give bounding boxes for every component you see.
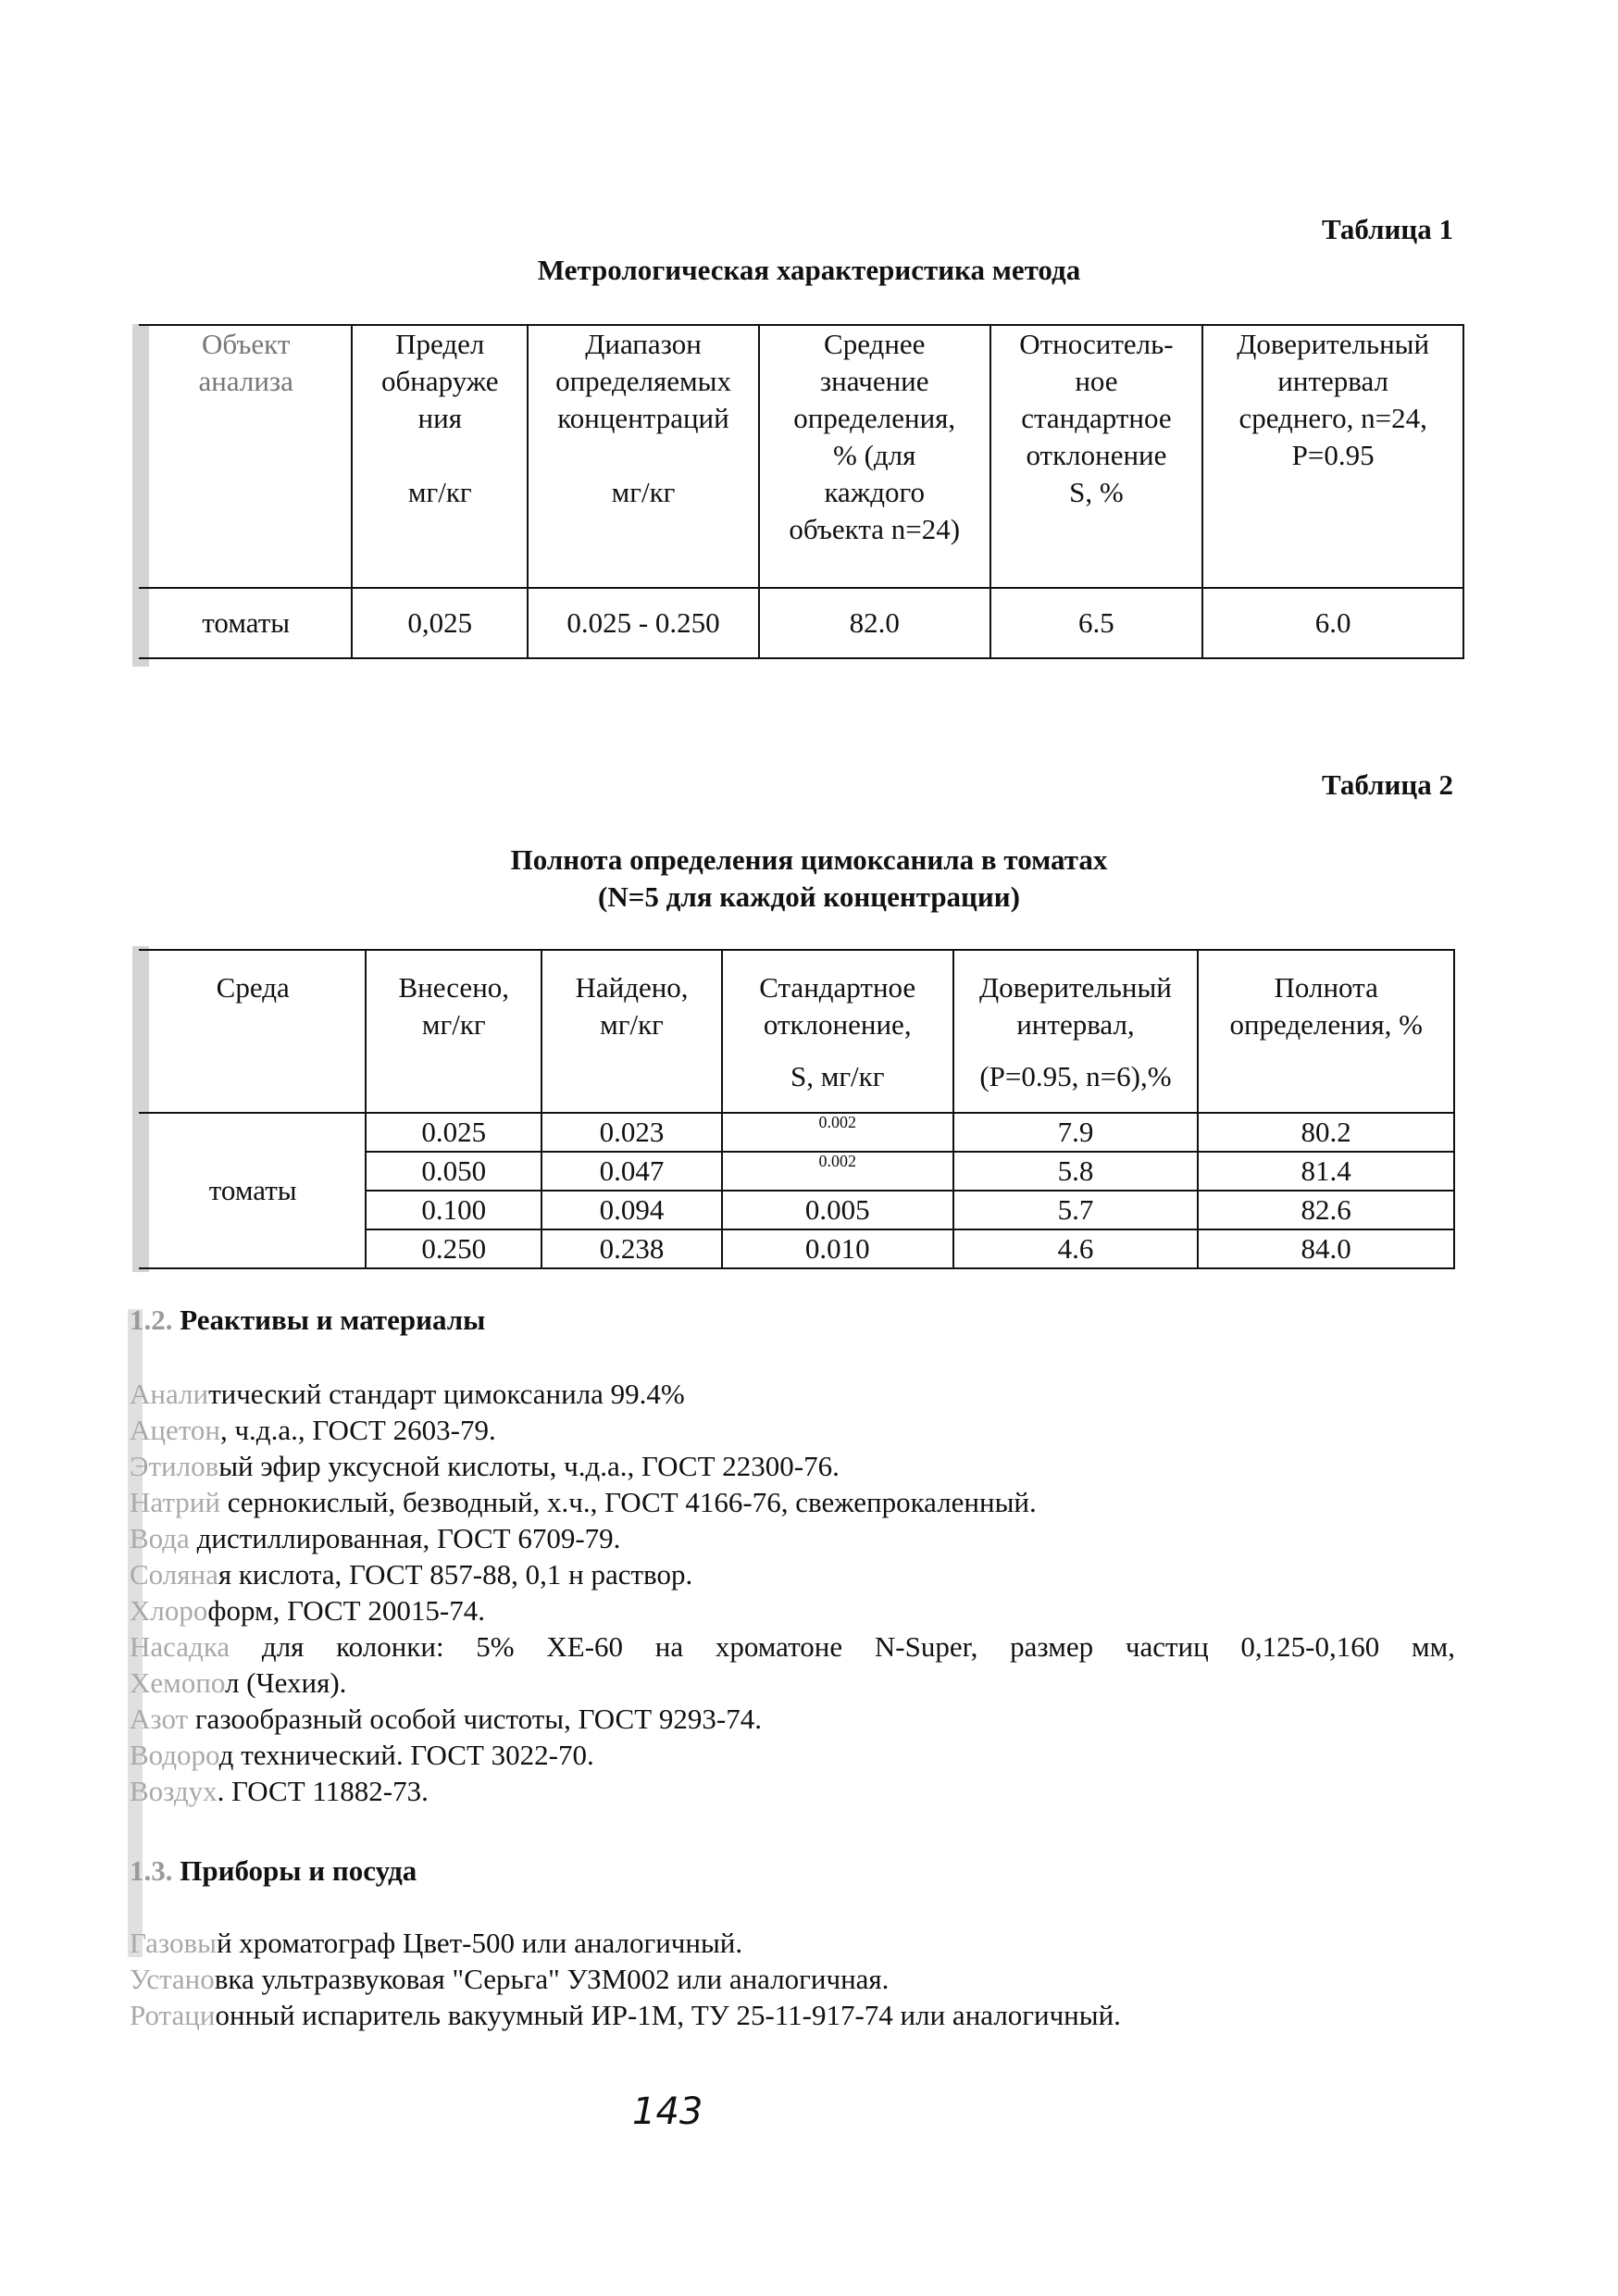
table1-header-detection-limit: Предел обнаруже ния мг/кг (352, 325, 528, 588)
list-item: Установка ультразвуковая "Серьга" УЗМ002 или аналогичная. (130, 1963, 890, 1995)
table2-cell-added: 0.050 (366, 1152, 541, 1191)
table2-cell-sd: 0.002 (722, 1113, 953, 1152)
section-heading-instruments: 1.3. Приборы и посуда (130, 1854, 417, 1887)
list-item: Насадка для колонки: 5% XE-60 на хроматоне N-Super, размер частиц 0,125-0,160 мм, (130, 1630, 1455, 1663)
table1-title: Метрологическая характеристика метода (537, 254, 1081, 286)
table1-label: Таблица 1 (1322, 213, 1453, 245)
table2-header-sd: Стандартное отклонение, S, мг/кг (722, 950, 953, 1113)
list-item: Ацетон, ч.д.а., ГОСТ 2603-79. (130, 1414, 496, 1446)
table2-cell-recovery: 84.0 (1198, 1229, 1454, 1268)
table2-cell-sd: 0.002 (722, 1152, 953, 1191)
table1-cell-range: 0.025 - 0.250 (528, 588, 759, 658)
table2-header-recovery: Полнота определения, % (1198, 950, 1454, 1113)
table2-header-medium: Среда (140, 950, 366, 1113)
list-item: Хлороформ, ГОСТ 20015-74. (130, 1594, 485, 1627)
table1-data-row (140, 588, 1463, 658)
list-item: Вода дистиллированная, ГОСТ 6709-79. (130, 1522, 621, 1554)
table1-cell-mean: 82.0 (759, 588, 990, 658)
table1-header-row (140, 325, 1463, 588)
table2-title-line1: Полнота определения цимоксанила в томатах (510, 843, 1108, 876)
table2-cell-added: 0.025 (366, 1113, 541, 1152)
table1-cell-rsd: 6.5 (990, 588, 1203, 658)
table2 (139, 949, 1455, 1269)
table1 (139, 324, 1464, 659)
table1-header-rsd: Относитель- ное стандартное отклонение S, % (990, 325, 1203, 588)
table1-header-range: Диапазон определяемых концентраций мг/кг (528, 325, 759, 588)
list-item: Водород технический. ГОСТ 3022-70. (130, 1739, 594, 1771)
table2-cell-added: 0.250 (366, 1229, 541, 1268)
list-item: Газовый хроматограф Цвет-500 или аналогичный. (130, 1927, 743, 1959)
table2-cell-recovery: 80.2 (1198, 1113, 1454, 1152)
list-item: Натрий сернокислый, безводный, х.ч., ГОСТ 4166-76, свежепрокаленный. (130, 1486, 1037, 1518)
table2-header-found: Найдено, мг/кг (541, 950, 722, 1113)
table2-cell-found: 0.238 (541, 1229, 722, 1268)
list-item: Ротационный испаритель вакуумный ИР-1М, ТУ 25-11-917-74 или аналогичный. (130, 1999, 1121, 2031)
table2-cell-recovery: 81.4 (1198, 1152, 1454, 1191)
table2-cell-confidence: 5.7 (953, 1191, 1199, 1229)
list-item: Воздух. ГОСТ 11882-73. (130, 1775, 429, 1807)
table2-header-confidence: Доверительный интервал, (P=0.95, n=6),% (953, 950, 1199, 1113)
table1-cell-object: томаты (140, 588, 352, 658)
page-number: 143 (632, 2090, 703, 2133)
table2-cell-sd: 0.005 (722, 1191, 953, 1229)
table2-cell-medium: томаты (140, 1113, 366, 1268)
list-item: Соляная кислота, ГОСТ 857-88, 0,1 н раствор. (130, 1558, 693, 1591)
table2-cell-confidence: 7.9 (953, 1113, 1199, 1152)
table2-header-added: Внесено, мг/кг (366, 950, 541, 1113)
list-item: Этиловый эфир уксусной кислоты, ч.д.а., ГОСТ 22300-76. (130, 1450, 840, 1482)
table1-cell-confidence: 6.0 (1202, 588, 1463, 658)
table2-cell-found: 0.047 (541, 1152, 722, 1191)
table2-cell-confidence: 4.6 (953, 1229, 1199, 1268)
table-row (140, 1113, 1454, 1152)
table2-cell-confidence: 5.8 (953, 1152, 1199, 1191)
table1-header-object: Объект анализа (140, 325, 352, 588)
table1-cell-detection-limit: 0,025 (352, 588, 528, 658)
table1-header-mean: Среднее значение определения, % (для каждого объекта n=24) (759, 325, 990, 588)
list-item: Азот газообразный особой чистоты, ГОСТ 9293-74. (130, 1703, 762, 1735)
table1-header-confidence: Доверительный интервал среднего, n=24, P=0.95 (1202, 325, 1463, 588)
list-item: Аналитический стандарт цимоксанила 99.4% (130, 1378, 685, 1410)
section-heading-reagents: 1.2. Реактивы и материалы (130, 1304, 486, 1336)
table2-cell-found: 0.094 (541, 1191, 722, 1229)
list-item: Хемопол (Чехия). (130, 1666, 347, 1699)
table2-cell-recovery: 82.6 (1198, 1191, 1454, 1229)
table2-cell-found: 0.023 (541, 1113, 722, 1152)
table2-label: Таблица 2 (1322, 768, 1453, 801)
table2-cell-added: 0.100 (366, 1191, 541, 1229)
table2-title-line2: (N=5 для каждой концентрации) (598, 880, 1020, 913)
table2-header-row (140, 950, 1454, 1113)
table2-cell-sd: 0.010 (722, 1229, 953, 1268)
